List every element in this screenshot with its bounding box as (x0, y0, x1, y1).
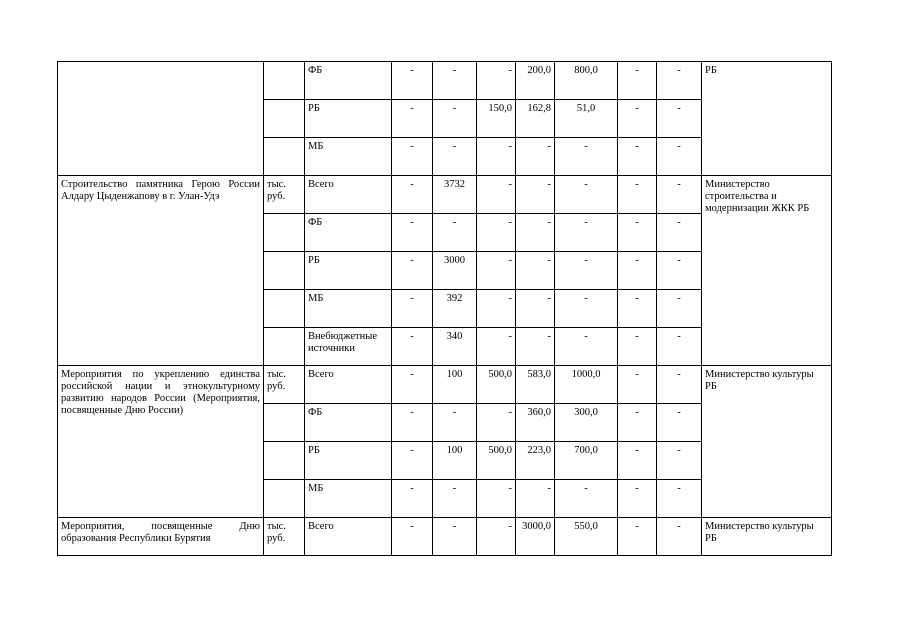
value-cell: - (657, 138, 702, 176)
value-cell: - (555, 290, 618, 328)
value-cell: 360,0 (516, 404, 555, 442)
value-cell: - (477, 328, 516, 366)
value-cell: - (392, 290, 433, 328)
value-cell: - (657, 442, 702, 480)
value-cell: - (477, 62, 516, 100)
unit-cell (264, 480, 305, 518)
value-cell: - (618, 404, 657, 442)
value-cell: - (516, 138, 555, 176)
value-cell: - (657, 252, 702, 290)
value-cell: - (392, 328, 433, 366)
value-cell: - (618, 62, 657, 100)
value-cell: - (477, 480, 516, 518)
value-cell: - (477, 138, 516, 176)
unit-cell (264, 404, 305, 442)
unit-cell (264, 442, 305, 480)
unit-cell: тыс. руб. (264, 518, 305, 556)
table-row (58, 176, 832, 214)
funding-source-cell: МБ (305, 138, 392, 176)
funding-source-cell: ФБ (305, 404, 392, 442)
value-cell: - (516, 328, 555, 366)
activity-name-cell: Мероприятия, посвященные Дню образования Республики Бурятия (58, 518, 264, 556)
value-cell: - (516, 214, 555, 252)
value-cell: - (433, 62, 477, 100)
value-cell: 162,8 (516, 100, 555, 138)
value-cell: - (618, 138, 657, 176)
executor-cell: Министерство культуры РБ (702, 366, 832, 518)
value-cell: - (433, 100, 477, 138)
value-cell: - (433, 518, 477, 556)
value-cell: - (516, 176, 555, 214)
table-row (58, 366, 832, 404)
value-cell: - (618, 518, 657, 556)
unit-cell (264, 62, 305, 100)
activity-name-cell (58, 62, 264, 176)
value-cell: - (555, 252, 618, 290)
value-cell: 223,0 (516, 442, 555, 480)
funding-source-cell: РБ (305, 100, 392, 138)
value-cell: - (555, 480, 618, 518)
value-cell: - (657, 62, 702, 100)
value-cell: - (657, 366, 702, 404)
value-cell: - (433, 214, 477, 252)
value-cell: 3000,0 (516, 518, 555, 556)
value-cell: 800,0 (555, 62, 618, 100)
value-cell: - (477, 176, 516, 214)
value-cell: - (392, 366, 433, 404)
value-cell: - (477, 404, 516, 442)
value-cell: - (555, 328, 618, 366)
unit-cell (264, 138, 305, 176)
value-cell: - (555, 138, 618, 176)
value-cell: - (433, 138, 477, 176)
program-funding-table (57, 61, 832, 556)
value-cell: 51,0 (555, 100, 618, 138)
unit-cell (264, 328, 305, 366)
funding-source-cell: ФБ (305, 62, 392, 100)
value-cell: - (392, 100, 433, 138)
value-cell: 340 (433, 328, 477, 366)
unit-cell (264, 252, 305, 290)
value-cell: 392 (433, 290, 477, 328)
value-cell: 500,0 (477, 442, 516, 480)
funding-source-cell: Всего (305, 366, 392, 404)
value-cell: 300,0 (555, 404, 618, 442)
value-cell: - (657, 480, 702, 518)
value-cell: - (657, 214, 702, 252)
funding-source-cell: МБ (305, 290, 392, 328)
table-row (58, 62, 832, 100)
value-cell: - (392, 442, 433, 480)
unit-cell (264, 214, 305, 252)
value-cell: 500,0 (477, 366, 516, 404)
value-cell: 100 (433, 366, 477, 404)
value-cell: - (477, 252, 516, 290)
value-cell: - (555, 176, 618, 214)
activity-name-cell: Мероприятия по укреплению единства российской нации и этнокультурному развитию народов России (Мероприятия, посвященные Дню России) (58, 366, 264, 518)
value-cell: - (618, 252, 657, 290)
value-cell: - (618, 328, 657, 366)
value-cell: - (392, 480, 433, 518)
table-row (58, 518, 832, 556)
value-cell: - (392, 252, 433, 290)
value-cell: - (516, 290, 555, 328)
value-cell: - (657, 290, 702, 328)
value-cell: - (618, 100, 657, 138)
value-cell: - (477, 214, 516, 252)
value-cell: 3000 (433, 252, 477, 290)
value-cell: - (392, 518, 433, 556)
value-cell: - (392, 176, 433, 214)
funding-source-cell: МБ (305, 480, 392, 518)
value-cell: - (657, 404, 702, 442)
value-cell: - (477, 518, 516, 556)
funding-source-cell: РБ (305, 442, 392, 480)
value-cell: - (392, 214, 433, 252)
value-cell: - (618, 480, 657, 518)
value-cell: - (392, 62, 433, 100)
value-cell: - (516, 252, 555, 290)
value-cell: - (657, 518, 702, 556)
unit-cell: тыс. руб. (264, 366, 305, 404)
value-cell: - (433, 404, 477, 442)
value-cell: - (657, 100, 702, 138)
value-cell: - (392, 138, 433, 176)
value-cell: - (477, 290, 516, 328)
value-cell: - (618, 366, 657, 404)
value-cell: - (555, 214, 618, 252)
executor-cell: Министерство культуры РБ (702, 518, 832, 556)
value-cell: - (618, 176, 657, 214)
funding-source-cell: Внебюджетные источники (305, 328, 392, 366)
unit-cell (264, 100, 305, 138)
value-cell: 200,0 (516, 62, 555, 100)
funding-source-cell: Всего (305, 518, 392, 556)
value-cell: 1000,0 (555, 366, 618, 404)
value-cell: - (657, 328, 702, 366)
value-cell: 583,0 (516, 366, 555, 404)
unit-cell (264, 290, 305, 328)
value-cell: 700,0 (555, 442, 618, 480)
funding-source-cell: РБ (305, 252, 392, 290)
funding-source-cell: ФБ (305, 214, 392, 252)
executor-cell: РБ (702, 62, 832, 176)
funding-source-cell: Всего (305, 176, 392, 214)
activity-name-cell: Строительство памятника Герою России Алдару Цыденжапову в г. Улан-Удэ (58, 176, 264, 366)
value-cell: 550,0 (555, 518, 618, 556)
value-cell: - (433, 480, 477, 518)
value-cell: - (516, 480, 555, 518)
value-cell: - (618, 290, 657, 328)
value-cell: - (618, 214, 657, 252)
value-cell: - (618, 442, 657, 480)
unit-cell: тыс. руб. (264, 176, 305, 214)
value-cell: 3732 (433, 176, 477, 214)
executor-cell: Министерство строительства и модернизации ЖКК РБ (702, 176, 832, 366)
value-cell: 100 (433, 442, 477, 480)
value-cell: 150,0 (477, 100, 516, 138)
value-cell: - (392, 404, 433, 442)
value-cell: - (657, 176, 702, 214)
